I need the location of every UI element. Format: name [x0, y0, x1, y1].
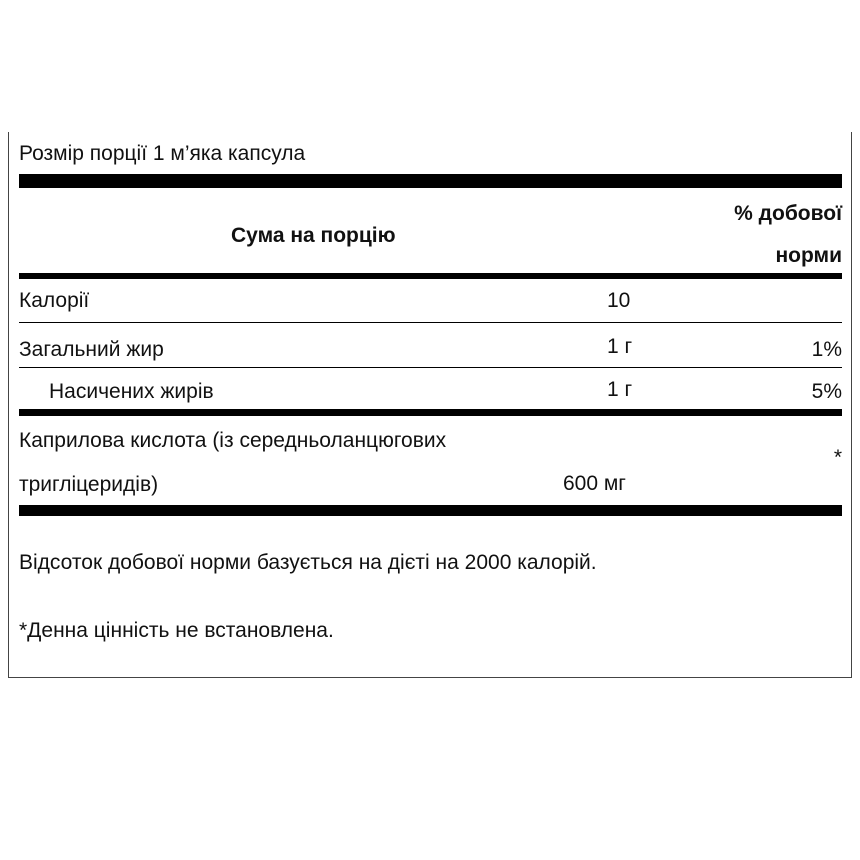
thick-divider-top	[19, 174, 842, 188]
serving-size: Розмір порції 1 м’яка капсула	[19, 142, 306, 165]
ingredient-amount: 600 мг	[563, 472, 626, 495]
supplement-facts-panel	[8, 132, 852, 678]
medium-divider-header	[19, 273, 842, 279]
daily-value-header-line2: норми	[775, 244, 842, 267]
row-divider	[19, 367, 842, 368]
nutrient-name-total-fat: Загальний жир	[19, 338, 164, 361]
daily-value-header-line1: % добової	[734, 202, 842, 225]
ingredient-name-line1: Каприлова кислота (із середньоланцюгових	[19, 429, 447, 452]
nutrient-dv-total-fat: 1%	[811, 338, 842, 361]
nutrient-amount-total-fat: 1 г	[607, 335, 633, 358]
nutrient-amount-calories: 10	[607, 289, 631, 312]
nutrient-dv-saturated-fat: 5%	[811, 380, 842, 403]
footnote-daily-value-basis: Відсоток добової норми базується на дієті на 2000 калорій.	[19, 551, 597, 574]
thick-divider-bottom	[19, 505, 842, 516]
amount-per-serving-header: Сума на порцію	[231, 224, 396, 247]
row-divider	[19, 322, 842, 323]
nutrient-name-saturated-fat: Насичених жирів	[49, 380, 214, 403]
footnote-not-established: *Денна цінність не встановлена.	[19, 619, 334, 642]
ingredient-dv-asterisk: *	[833, 446, 842, 469]
nutrient-amount-saturated-fat: 1 г	[607, 378, 633, 401]
medium-divider-nutrients	[19, 409, 842, 416]
ingredient-name-line2: тригліцеридів)	[19, 473, 159, 496]
nutrient-name-calories: Калорії	[19, 289, 90, 312]
